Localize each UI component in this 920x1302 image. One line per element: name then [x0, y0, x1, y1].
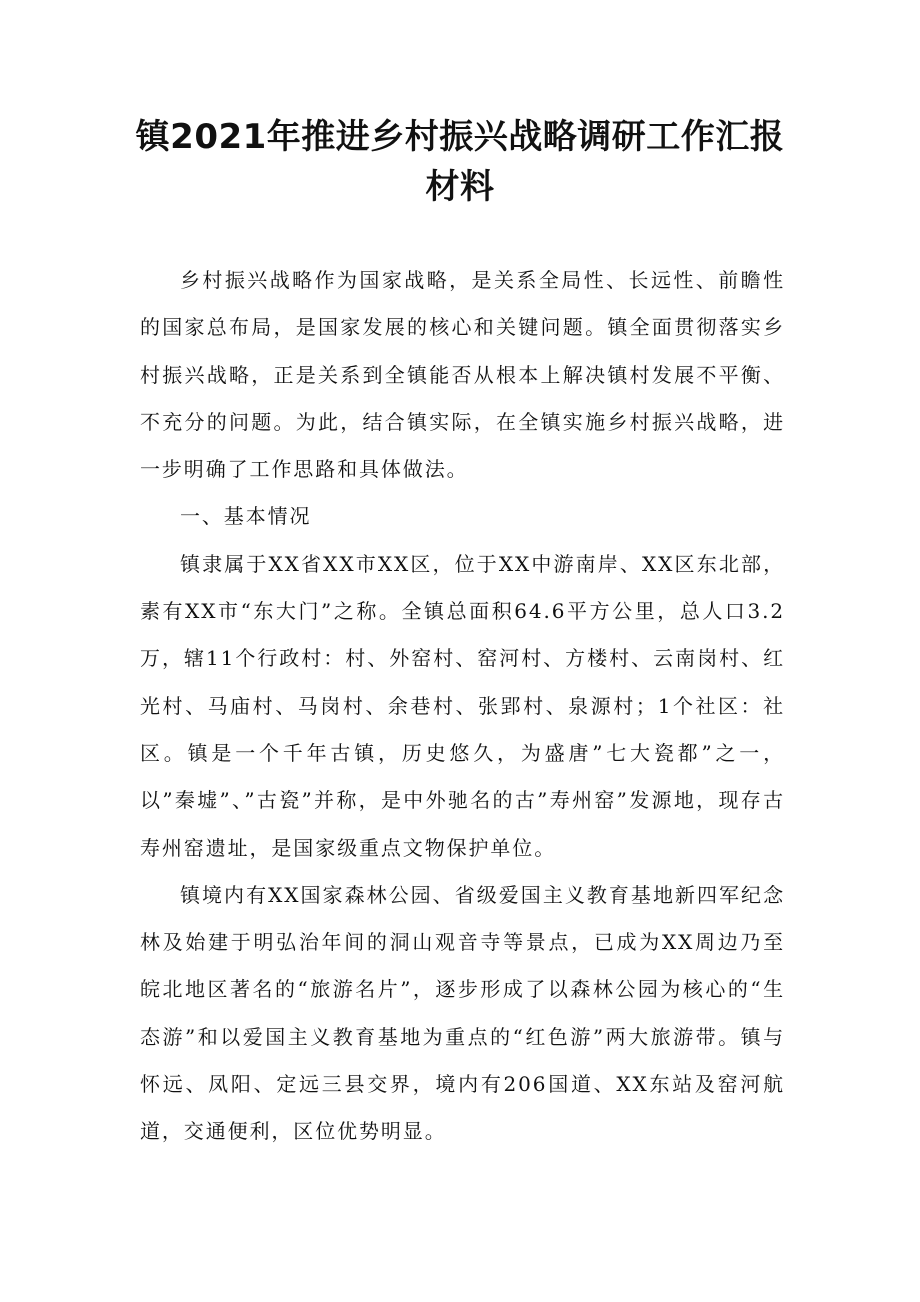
- document-title-line-1: 镇2021年推进乡村振兴战略调研工作汇报: [135, 117, 785, 157]
- document-body: [140, 257, 785, 1156]
- document-title-line-2: 材料: [425, 167, 495, 207]
- tourism-transport-paragraph: 镇境内有XX国家森林公园、省级爱国主义教育基地新四军纪念林及始建于明弘治年间的洞山观音寺等景点，已成为XX周边乃至皖北地区著名的“旅游名片”，逐步形成了以森林公园为核心的“生态游”和以爱国主义教育基地为重点的“红色游”两大旅游带。镇与怀远、凤阳、定远三县交界，境内有206国道、XX东站及窑河航道，交通便利，区位优势明显。: [140, 882, 785, 1144]
- basic-situation-paragraph: 镇隶属于XX省XX市XX区，位于XX中游南岸、XX区东北部，素有XX市“东大门”之称。全镇总面积64.6平方公里，总人口3.2万，辖11个行政村：村、外窑村、窑河村、方楼村、云南岗村、红光村、马庙村、马岗村、余巷村、张郢村、泉源村；1个社区：社区。镇是一个千年古镇，历史悠久，为盛唐”七大瓷都”之一，以”秦墟”、”古瓷”并称，是中外驰名的古”寿州窑”发源地，现存古寿州窑遗址，是国家级重点文物保护单位。: [140, 551, 785, 860]
- document-title: [120, 112, 800, 212]
- section-heading-basic-situation: 一、基本情况: [180, 504, 312, 529]
- intro-paragraph: 乡村振兴战略作为国家战略，是关系全局性、长远性、前瞻性的国家总布局，是国家发展的核心和关键问题。镇全面贯彻落实乡村振兴战略，正是关系到全镇能否从根本上解决镇村发展不平衡、不充分的问题。为此，结合镇实际，在全镇实施乡村振兴战略，进一步明确了工作思路和具体做法。: [140, 268, 785, 482]
